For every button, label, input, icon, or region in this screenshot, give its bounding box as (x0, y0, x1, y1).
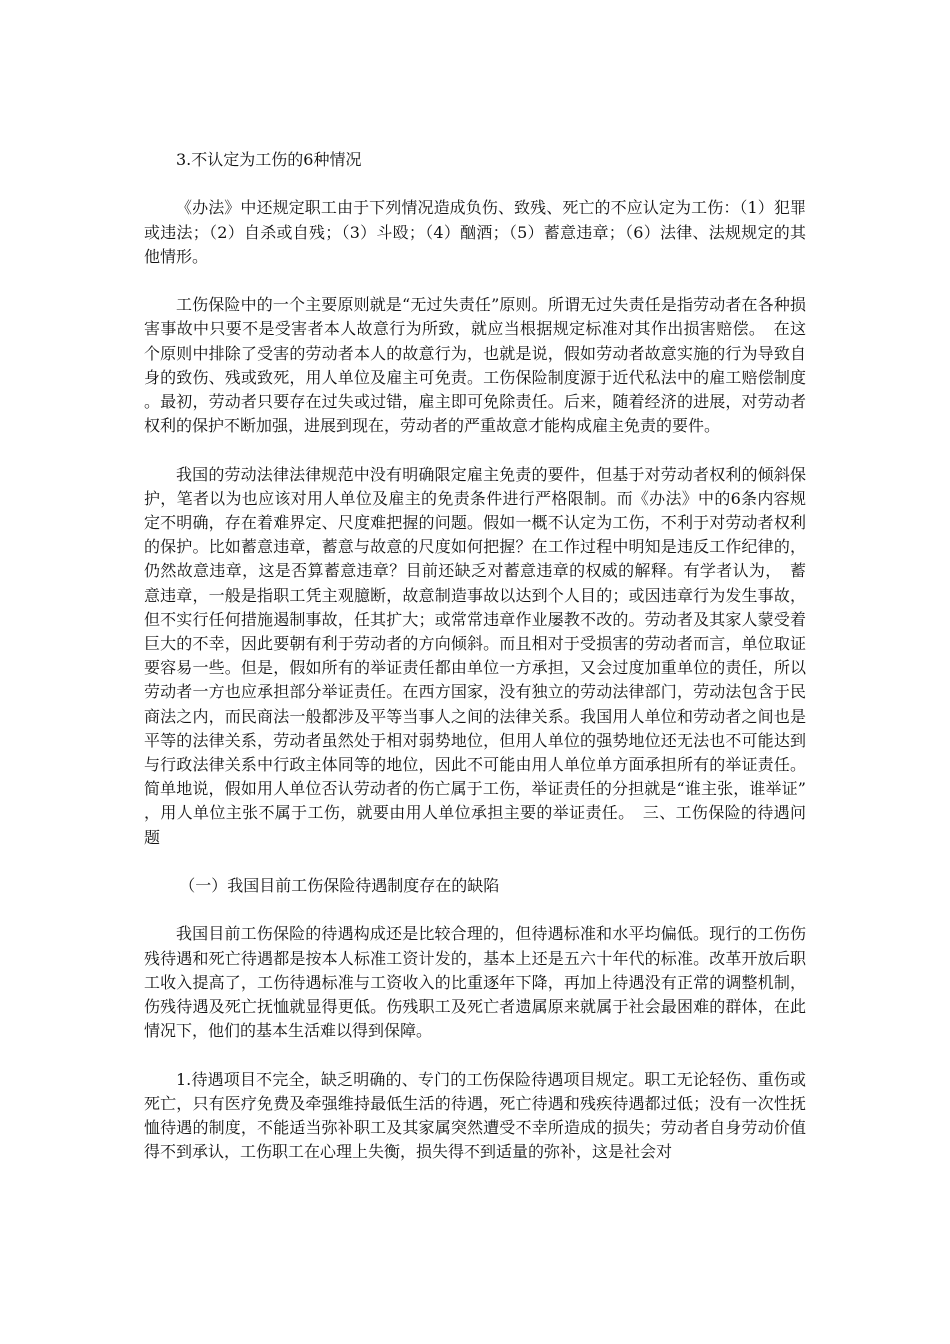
document-page (144, 148, 806, 1189)
paragraph-benefit-level: 我国目前工伤保险的待遇构成还是比较合理的，但待遇标准和水平均偏低。现行的工伤伤残待遇和死亡待遇都是按本人标准工资计发的，基本上还是五六十年代的标准。改革开放后职工收入提高了，工伤待遇标准与工资收入的比重逐年下降，再加上待遇没有正常的调整机制，伤残待遇及死亡抚恤就显得更低。伤残职工及死亡者遗属原来就属于社会最困难的群体，在此情况下，他们的基本生活难以得到保障。 (144, 924, 806, 1041)
paragraph-no-fault-principle: 工伤保险中的一个主要原则就是“无过失责任”原则。所谓无过失责任是指劳动者在各种损害事故中只要不是受害者本人故意行为所致，就应当根据规定标准对其作出损害赔偿。 在这个原则中排除了受害的劳动者本人的故意行为，也就是说，假如劳动者故意实施的行为导致自身的致伤、残或致死，用人单位及雇主可免责。工伤保险制度源于近代私法中的雇工赔偿制度。最初，劳动者只要存在过失或过错，雇主即可免除责任。后来，随着经济的进展，对劳动者权利的保护不断加强，进展到现在，劳动者的严重故意才能构成雇主免责的要件。 (144, 295, 806, 436)
section-heading: 3.不认定为工伤的6种情况 (176, 150, 362, 169)
paragraph-benefit-items: 1.待遇项目不完全，缺乏明确的、专门的工伤保险待遇项目规定。职工无论轻伤、重伤或死亡，只有医疗免费及牵强维持最低生活的待遇，死亡待遇和残疾待遇都过低；没有一次性抚恤待遇的制度，不能适当弥补职工及其家属突然遭受不幸所造成的损失；劳动者自身劳动价值得不到承认，工伤职工在心理上失衡，损失得不到适量的弥补，这是社会对 (144, 1069, 806, 1162)
paragraph-exclusions: 《办法》中还规定职工由于下列情况造成负伤、致残、死亡的不应认定为工伤：（1）犯罪或违法；（2）自杀或自残；（3）斗殴；（4）酗酒；（5）蓄意违章；（6）法律、法规规定的其他情形。 (144, 198, 806, 266)
subsection-heading: （一）我国目前工伤保险待遇制度存在的缺陷 (179, 876, 500, 896)
paragraph-burden-of-proof: 我国的劳动法律法律规范中没有明确限定雇主免责的要件，但基于对劳动者权利的倾斜保护，笔者以为也应该对用人单位及雇主的免责条件进行严格限制。而《办法》中的6条内容规定不明确，存在着难界定、尺度难把握的问题。假如一概不认定为工伤，不利于对劳动者权利的保护。比如蓄意违章，蓄意与故意的尺度如何把握？在工作过程中明知是违反工作纪律的，仍然故意违章，这是否算蓄意违章？目前还缺乏对蓄意违章的权威的解释。有学者认为， 蓄意违章，一般是指职工凭主观臆断，故意制造事故以达到个人目的；或因违章行为发生事故，但不实行任何措施遏制事故，任其扩大；或常常违章作业屡教不改的。劳动者及其家人蒙受着巨大的不幸，因此要朝有利于劳动者的方向倾斜。而且相对于受损害的劳动者而言，单位取证要容易一些。但是，假如所有的举证责任都由单位一方承担，又会过度加重单位的责任，所以劳动者一方也应承担部分举证责任。在西方国家，没有独立的劳动法律部门，劳动法包含于民商法之内，而民商法一般都涉及平等当事人之间的法律关系。我国用人单位和劳动者之间也是平等的法律关系，劳动者虽然处于相对弱势地位，但用人单位的强势地位还无法也不可能达到与行政法律关系中行政主体同等的地位，因此不可能由用人单位单方面承担所有的举证责任。简单地说，假如用人单位否认劳动者的伤亡属于工伤，举证责任的分担就是“谁主张，谁举证”，用人单位主张不属于工伤，就要由用人单位承担主要的举证责任。 三、工伤保险的待遇问题 (144, 464, 806, 847)
